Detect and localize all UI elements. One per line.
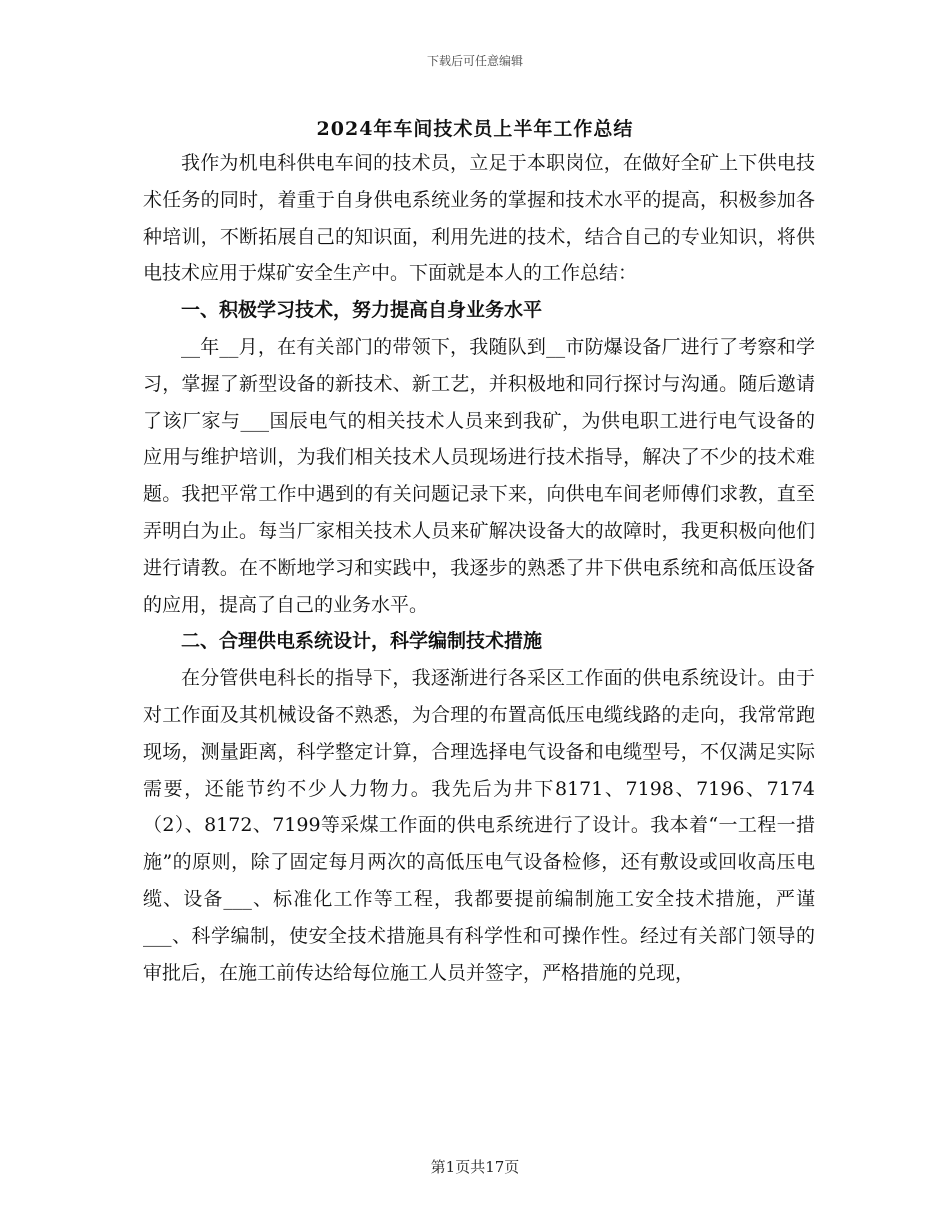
header-note: 下载后可任意编辑	[426, 54, 523, 68]
section-heading-1: 一、积极学习技术，努力提高自身业务水平	[181, 299, 543, 322]
page-number-footer: 第1页共17页	[430, 1158, 520, 1176]
document-title: 2024年车间技术员上半年工作总结	[316, 118, 634, 140]
paragraph-section-1: __年__月，在有关部门的带领下，我随队到__市防爆设备厂进行了考察和学习，掌握了新型设备的新技术、新工艺，并积极地和同行探讨与沟通。随后邀请了该厂家与___国辰电气的相关技术人员来到我矿，为供电职工进行电气设备的应用与维护培训，为我们相关技术人员现场进行技术指导，解决了不少的技术难题。我把平常工作中遇到的有关问题记录下来，向供电车间老师傅们求教，直至弄明白为止。每当厂家相关技术人员来矿解决设备大的故障时，我更积极向他们进行请教。在不断地学习和实践中，我逐步的熟悉了井下供电系统和高低压设备的应用，提高了自己的业务水平。	[143, 335, 815, 616]
paragraph-intro: 我作为机电科供电车间的技术员，立足于本职岗位，在做好全矿上下供电技术任务的同时，着重于自身供电系统业务的掌握和技术水平的提高，积极参加各种培训，不断拓展自己的知识面，利用先进的技术，结合自己的专业知识，将供电技术应用于煤矿安全生产中。下面就是本人的工作总结：	[143, 152, 815, 285]
section-heading-2: 二、合理供电系统设计，科学编制技术措施	[181, 630, 543, 653]
document-body	[143, 145, 815, 991]
paragraph-section-2: 在分管供电科长的指导下，我逐渐进行各采区工作面的供电系统设计。由于对工作面及其机械设备不熟悉，为合理的布置高低压电缆线路的走向，我常常跑现场，测量距离，科学整定计算，合理选择电气设备和电缆型号，不仅满足实际需要，还能节约不少人力物力。我先后为井下8171、7198、7196、7174（2）、8172、7199等采煤工作面的供电系统进行了设计。我本着“一工程一措施”的原则，除了固定每月两次的高低压电气设备检修，还有敷设或回收高压电缆、设备___、标准化工作等工程，我都要提前编制施工安全技术措施，严谨___、科学编制，使安全技术措施具有科学性和可操作性。经过有关部门领导的审批后，在施工前传达给每位施工人员并签字，严格措施的兑现，	[143, 667, 815, 984]
